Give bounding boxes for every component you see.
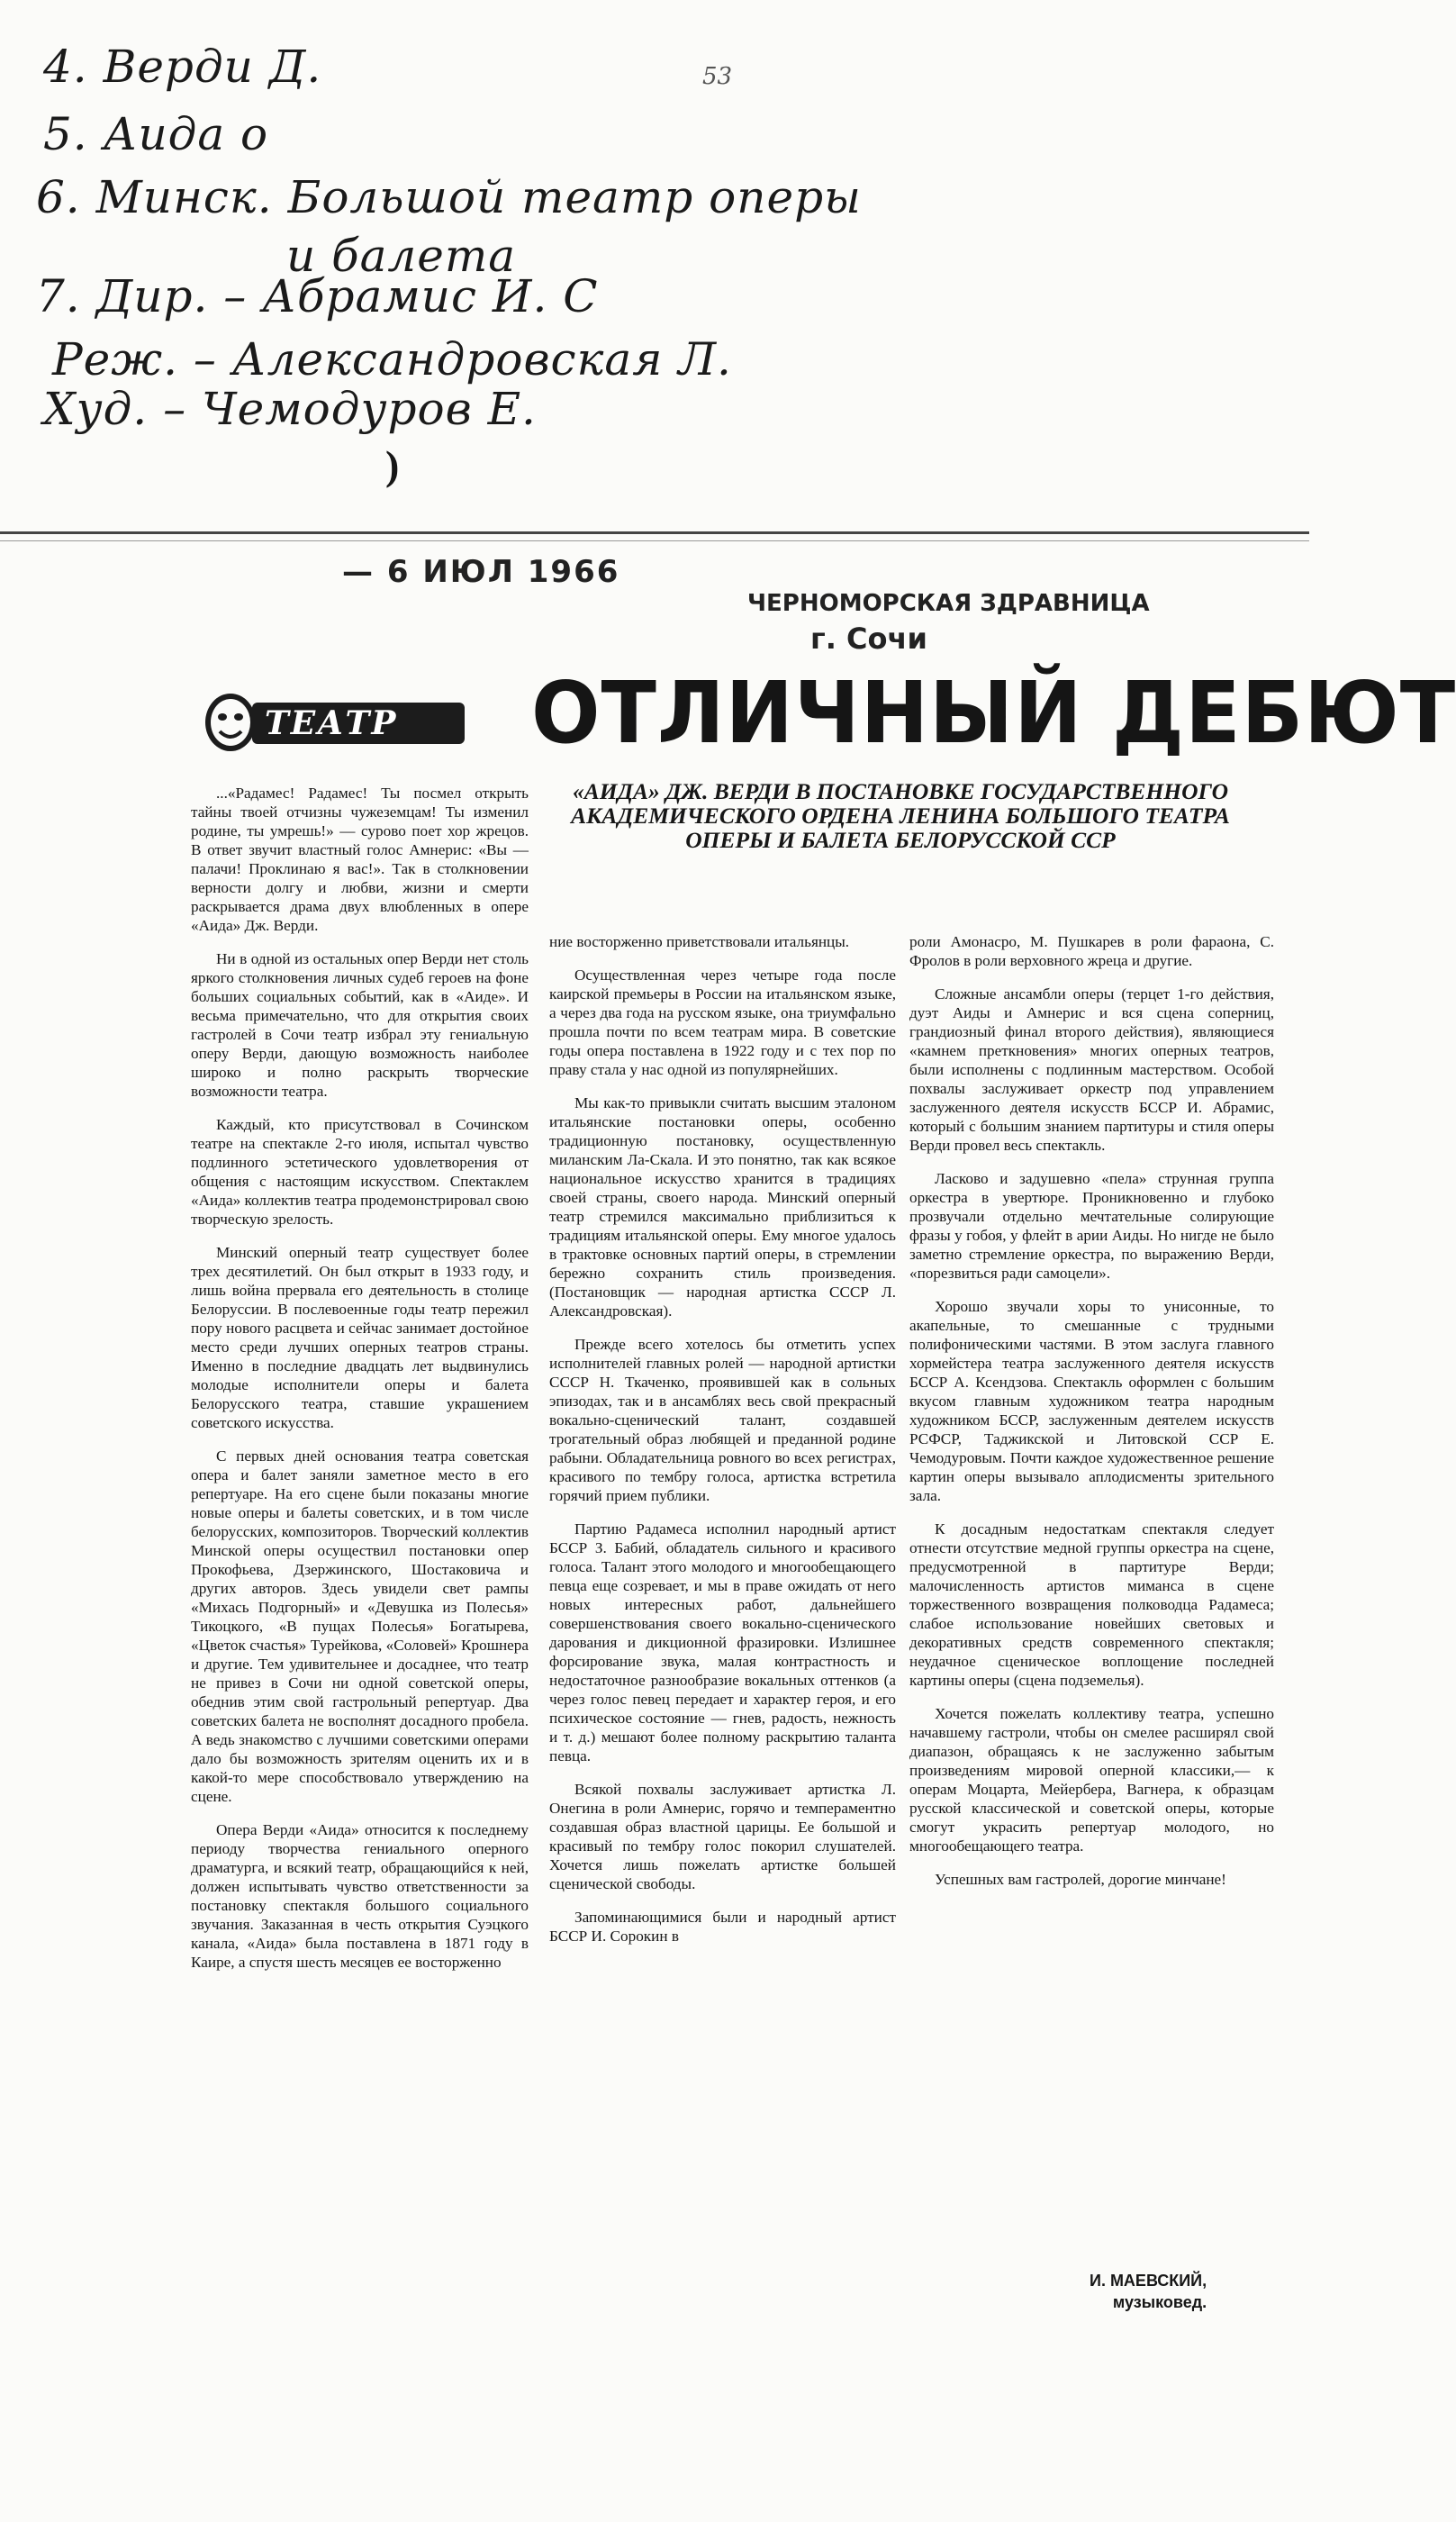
paragraph: Хорошо звучали хоры то унисонные, то акапельные, то смешанные с трудными полифоническими частями. В этом заслуга главного хормейстера театра заслуженного деятеля искусств БССР А. Ксендзова. Спектакль оформлен с большим вкусом главным художником театра народным художником БССР, заслуженным деятелем искусств РСФСР, Таджикской и Литовской ССР Е. Чемодуровым. Почти каждое художественное решение картин оперы вызывало аплодисменты зрительного зала. — [909, 1298, 1274, 1504]
author-name: И. МАЕВСКИЙ, — [1090, 2272, 1207, 2290]
paragraph: Минский оперный театр существует более трех десятилетий. Он был открыт в 1933 году, и лишь война прервала его деятельность в столице Белоруссии. В послевоенные годы театр пережил пору нового расцвета и сейчас занимает достойное место среди лучших оперных театров страны. Именно в последние двадцать лет выдвинулись молодые исполнители оперы и балета Белорусского театра, ставшие украшением советского искусства. — [191, 1244, 529, 1431]
handwritten-note-line-7: Худ. – Чемодуров Е. — [43, 383, 537, 435]
paragraph: Запоминающимися были и народный артист БССР И. Сорокин в — [549, 1909, 896, 1945]
paragraph: Каждый, кто присутствовал в Сочинском театре на спектакле 2-го июля, испытал чувство подлинного эстетического удовлетворения от общения с настоящим искусством. Спектаклем «Аида» коллектив театра продемонстрировал свою творческую зрелость. — [191, 1116, 529, 1228]
clipping-edge-shadow — [0, 540, 1309, 541]
paragraph: Ласково и задушевно «пела» струнная группа оркестра в увертюре. Проникновенно и глубоко прозвучали отдельно мечтательные солирующие фразы у гобоя, у флейт в арии Аиды. Но нигде не было заметно стремление оркестра, по выражению Верди, «порезвиться ради самоцели». — [909, 1170, 1274, 1282]
article-subheadline: «АИДА» ДЖ. ВЕРДИ В ПОСТАНОВКЕ ГОСУДАРСТВЕННОГО АКАДЕМИЧЕСКОГО ОРДЕНА ЛЕНИНА БОЛЬШОГО ТЕАТРА ОПЕРЫ И БАЛЕТА БЕЛОРУССКОЙ ССР — [571, 778, 1230, 853]
city-stamp: г. Сочи — [810, 621, 927, 656]
author-signature — [1090, 2270, 1207, 2313]
paragraph: роли Амонасро, М. Пушкарев в роли фараона, С. Фролов в роли верховного жреца и другие. — [909, 933, 1274, 969]
article-column-3 — [909, 932, 1274, 1889]
handwritten-parenthesis: ) — [385, 442, 400, 488]
paragraph: ние восторженно приветствовали итальянцы. — [549, 933, 850, 950]
paragraph: ...«Радамес! Радамес! Ты посмел открыть тайны твоей отчизны чужеземцам! Ты изменил родине, ты умрешь!» — сурово поет хор жрецов. В ответ звучит властный голос Амнерис: «Вы — палачи! Проклинаю я вас!». Так в столкновении верности долгу и любви, жизни и смерти раскрывается драма двух влюбленных в опере «Аида» Дж. Верди. — [191, 785, 529, 934]
paragraph: Сложные ансамбли оперы (терцет 1-го действия, дуэт Аиды и Амнерис и вся сцена соперниц, грандиозный финал второго действия), являющиеся «камнем преткновения» многих оперных театров, были исполнены с подлинным мастерством. Особой похвалы заслуживает оркестр под управлением заслуженного деятеля искусств БССР И. Абрамис, который с большим знанием партитуры и стиля оперы Верди провел весь спектакль. — [909, 985, 1274, 1154]
date-stamp: — 6 ИЮЛ 1966 — [342, 554, 620, 590]
paragraph: С первых дней основания театра советская опера и балет заняли заметное место в его репертуаре. На его сцене были показаны многие новые оперы и балеты советских, и в том числе белорусских, композиторов. Творческий коллектив Минской оперы осуществил постановки опер Прокофьева, Дзержинского, Шостаковича и других авторов. Здесь увидели свет рампы «Михась Подгорный» и «Девушка из Полесья» Тикоцкого, «В пущах Полесья» Богатырева, «Цветок счастья» Турейкова, «Соловей» Крошнера и другие. Тем удивительнее и досаднее, что театр не привез в Сочи ни одной советской оперы, обеднив этим свой гастрольный репертуар. Два советских балета не восполнят досадного пробела. А ведь знакомство с лучшими советскими операми дало бы возможность зрителям оценить их и в какой-то мере способствовало утверждению на сцене. — [191, 1447, 529, 1805]
newspaper-name-stamp: ЧЕРНОМОРСКАЯ ЗДРАВНИЦА — [747, 590, 1150, 617]
handwritten-note-line-1: 4. Верди Д. — [43, 41, 322, 93]
paragraph: Осуществленная через четыре года после каирской премьеры в России на итальянском языке, а через два года на русском языке, она триумфально прошла почти по всем театрам мира. В советские годы опера поставлена в 1922 году и с тех пор по праву стала у нас одной из популярнейших. — [549, 966, 896, 1078]
rubric-label: ТЕАТР — [265, 704, 398, 742]
paragraph: Прежде всего хотелось бы отметить успех исполнителей главных ролей — народной артистки СССР Н. Ткаченко, проявившей как в сольных эпизодах, так и в ансамблях весь свой прекрасный вокально-сценический талант, создавшей трогательный образ любящей и преданной родине рабыни. Обладательница ровного во всех регистрах, красивого по тембру голоса, артистка встретила горячий прием публики. — [549, 1336, 896, 1504]
paragraph: К досадным недостаткам спектакля следует отнести отсутствие медной группы оркестра на сцене, предусмотренной в партитуре Верди; малочисленность артистов миманса в сцене торжественного возвращения полководца Радамеса; слабое использование новейших световых и декоративных средств современного спектакля; неудачное сценическое воплощение последней картины оперы (сцена подземелья). — [909, 1520, 1274, 1689]
handwritten-note-line-4: и балета — [286, 230, 517, 282]
paragraph: Успешных вам гастролей, дорогие минчане! — [935, 1871, 1226, 1888]
paragraph: Ни в одной из остальных опер Верди нет столь яркого столкновения личных судеб героев на фоне больших социальных событий, как в «Аиде». И весьма примечательно, что для открытия своих гастролей в Сочи театр избрал эту гениальную оперу Верди, дающую возможность наиболее широко и полно раскрыть творческие возможности театра. — [191, 950, 529, 1100]
handwritten-note-line-5: 7. Дир. – Абрамис И. С — [36, 270, 599, 322]
paragraph: Всякой похвалы заслуживает артистка Л. Онегина в роли Амнерис, горячо и темпераментно создавшая образ властной царицы. Ее большой и красивый по тембру голос покорил слушателей. Хочется лишь пожелать артистке большей сценической свободы. — [549, 1781, 896, 1892]
paragraph: Партию Радамеса исполнил народный артист БССР З. Бабий, обладатель сильного и красивого голоса. Талант этого молодого и многообещающего певца еще созревает, и мы в праве ожидать от него новых интересных работ, дальнейшего совершенствования своего вокально-сценического дарования и дикционной фразировки. Излишнее форсирование звука, малая контрастность и недостаточное разнообразие вокальных оттенков (а через голос певец передает и характер героя, и его психическое состояние — гнев, радость, нежность и т. д.) мешают более полному раскрытию таланта певца. — [549, 1520, 896, 1764]
handwritten-note-line-2: 5. Аида о — [43, 108, 269, 160]
paragraph: Мы как-то привыкли считать высшим эталоном итальянские постановки оперы, особенно традиционную постановку, осуществленную миланским Ла-Скала. И это понятно, так как всякое национальное искусство хранится в традициях своей страны, своего народа. Минский оперный театр стремился максимально приблизиться к традициям итальянской оперы. Ему многое удалось в трактовке основных партий оперы, в стремлении бережно сохранить стиль произведения. (Постановщик — народная артистка СССР Л. Александровская). — [549, 1094, 896, 1320]
theatre-rubric-logo — [200, 692, 470, 755]
handwritten-note-line-6: Реж. – Александровская Л. — [52, 333, 732, 386]
handwritten-note-line-3: 6. Минск. Большой театр оперы — [36, 171, 862, 223]
page-number-mark: 53 — [702, 63, 733, 90]
article-column-2 — [549, 932, 896, 1946]
article-column-1 — [191, 784, 529, 1972]
paragraph: Опера Верди «Аида» относится к последнему периоду творчества гениального оперного драматурга, и всякий театр, обращающийся к ней, должен испытывать чувство ответственности за постановку спектакля большого социального звучания. Заказанная в честь открытия Суэцкого канала, «Аида» была поставлена в 1871 году в Каире, а спустя шесть месяцев ее восторженно — [191, 1821, 529, 1971]
clipping-edge-line — [0, 531, 1309, 534]
paragraph: Хочется пожелать коллективу театра, успешно начавшему гастроли, чтобы он смелее расширял свой диапазон, обращаясь к не заслуженно забытым произведениям мировой оперной классики,— к операм Моцарта, Мейербера, Вагнера, к образцам русской классической и советской оперы, которые смогут украсить репертуар молодого, но многообещающего театра. — [909, 1705, 1274, 1855]
author-role: музыковед. — [1112, 2293, 1207, 2311]
article-headline: ОТЛИЧНЫЙ ДЕБЮТ — [531, 663, 1456, 764]
